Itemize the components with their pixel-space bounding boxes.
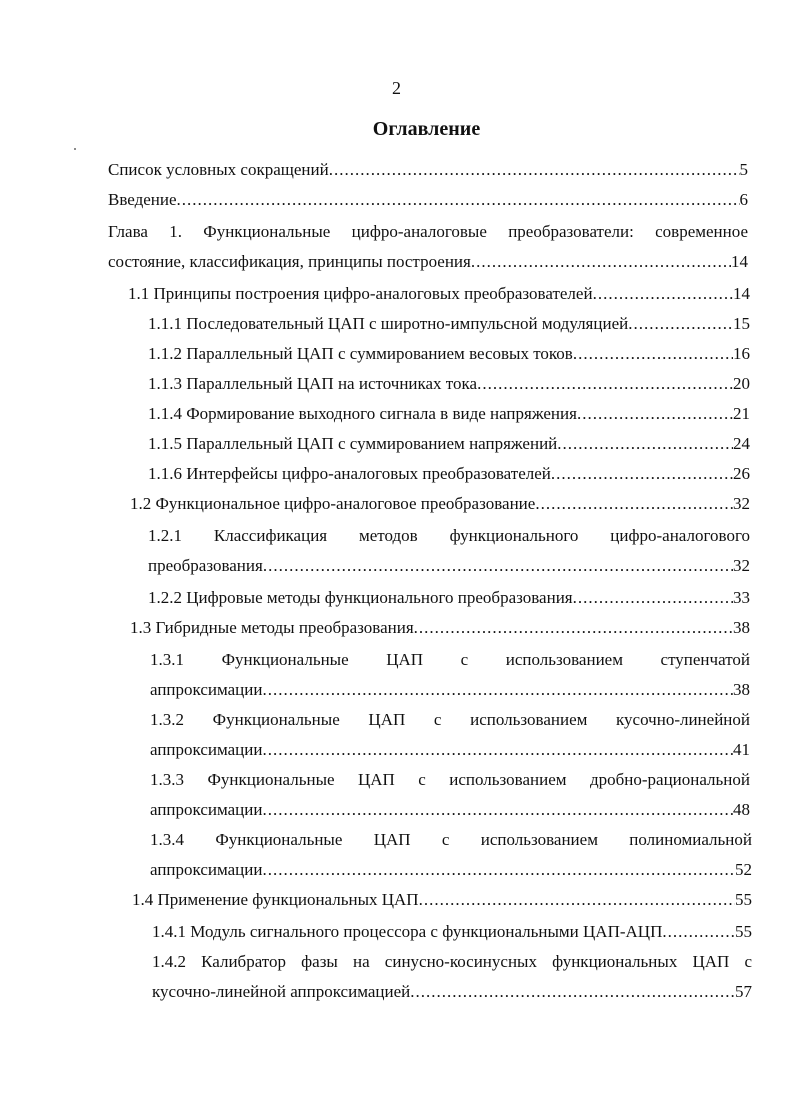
scan-speck [74, 148, 76, 150]
toc-entry-text: аппроксимации [150, 680, 263, 699]
toc-entry [148, 459, 750, 489]
dot-leader [262, 675, 733, 705]
toc-entry [108, 217, 748, 277]
toc-entry-text: 1.4.1 Модуль сигнального процессора с функциональными ЦАП-АЦП [152, 922, 663, 941]
toc-entry-page: 55 [735, 922, 752, 941]
toc-entry-page: 14 [733, 284, 750, 303]
toc-entry [148, 583, 750, 613]
dot-leader [662, 917, 735, 947]
toc-entry-text: 1.3 Гибридные методы преобразования [130, 618, 414, 637]
toc-entry-text: аппроксимации [150, 740, 263, 759]
toc-entry [130, 489, 750, 519]
toc-entry-text: 1.1.2 Параллельный ЦАП с суммированием весовых токов [148, 344, 573, 363]
toc-entry [148, 339, 750, 369]
toc-entry-text: 1.2.1 Классификация методов функционального цифро-аналогового [148, 526, 750, 545]
toc-entry-page: 5 [739, 160, 748, 179]
toc-entry-text: 1.2.2 Цифровые методы функционального преобразования [148, 588, 573, 607]
dot-leader [329, 155, 740, 185]
dot-leader [177, 185, 740, 215]
dot-leader [628, 309, 733, 339]
dot-leader [557, 429, 733, 459]
dot-leader [262, 795, 733, 825]
toc-entry-text: преобразования [148, 556, 263, 575]
dot-leader [410, 977, 735, 1007]
toc-entry-text: 1.1 Принципы построения цифро-аналоговых преобразователей [128, 284, 593, 303]
dot-leader [535, 489, 733, 519]
toc-entry-text: состояние, классификация, принципы построения [108, 252, 471, 271]
toc-entry-text: 1.1.5 Параллельный ЦАП с суммированием напряжений [148, 434, 558, 453]
toc-entry [108, 155, 748, 185]
toc-entry-page: 24 [733, 434, 750, 453]
toc-entry-text: 1.4 Применение функциональных ЦАП [132, 890, 419, 909]
toc-entry-page: 20 [733, 374, 750, 393]
toc-entry [128, 279, 750, 309]
dot-leader [263, 551, 733, 581]
toc-entry-text: Введение [108, 190, 177, 209]
dot-leader [551, 459, 733, 489]
toc-entry-text: 1.3.4 Функциональные ЦАП с использованием полиномиальной [150, 830, 752, 849]
dot-leader [573, 339, 733, 369]
toc-entry-page: 38 [733, 618, 750, 637]
toc-entry-text: 1.1.6 Интерфейсы цифро-аналоговых преобразователей [148, 464, 551, 483]
toc-entry-text: 1.3.1 Функциональные ЦАП с использованием ступенчатой [150, 650, 750, 669]
toc-entry-page: 14 [731, 252, 748, 271]
toc-entry [152, 947, 752, 1007]
toc-entry [130, 613, 750, 643]
toc-entry [148, 521, 750, 581]
toc-entry-text: 1.1.4 Формирование выходного сигнала в виде напряжения [148, 404, 577, 423]
dot-leader [419, 885, 735, 915]
toc-entry-page: 57 [735, 982, 752, 1001]
toc-entry-page: 6 [739, 190, 748, 209]
toc-entry [150, 645, 750, 705]
toc-entry-text: 1.3.3 Функциональные ЦАП с использованием дробно-рациональной [150, 770, 750, 789]
toc-entry-page: 48 [733, 800, 750, 819]
toc-entry-page: 55 [735, 890, 752, 909]
toc-entry-page: 33 [733, 588, 750, 607]
toc-entry [152, 917, 752, 947]
dot-leader [262, 855, 735, 885]
toc-entry [148, 399, 750, 429]
toc-entry [150, 705, 750, 765]
toc-entry-text: 1.4.2 Калибратор фазы на синусно-косинусных функциональных ЦАП с [152, 952, 752, 971]
toc-entry-text: 1.2 Функциональное цифро-аналоговое преобразование [130, 494, 536, 513]
toc-entry [148, 429, 750, 459]
toc-entry-text: кусочно-линейной аппроксимацией [152, 982, 411, 1001]
toc-entry [150, 765, 750, 825]
toc-entry [148, 369, 750, 399]
toc-entry-text: 1.1.3 Параллельный ЦАП на источниках тока [148, 374, 478, 393]
dot-leader [593, 279, 733, 309]
toc-entry-text: аппроксимации [150, 860, 263, 879]
toc-entry-page: 38 [733, 680, 750, 699]
dot-leader [477, 369, 733, 399]
toc-entry-text: 1.3.2 Функциональные ЦАП с использованием кусочно-линейной [150, 710, 750, 729]
dot-leader [414, 613, 733, 643]
toc-entry-page: 15 [733, 314, 750, 333]
dot-leader [577, 399, 733, 429]
dot-leader [262, 735, 733, 765]
toc-entry-page: 21 [733, 404, 750, 423]
toc-entry-page: 26 [733, 464, 750, 483]
toc-entry-page: 16 [733, 344, 750, 363]
toc-entry-text: аппроксимации [150, 800, 263, 819]
toc-entry [132, 885, 752, 915]
toc-entry-page: 41 [733, 740, 750, 759]
toc-title: Оглавление [372, 118, 481, 140]
toc-entry [148, 309, 750, 339]
toc-entry [108, 185, 748, 215]
toc-entry-page: 32 [733, 494, 750, 513]
toc-entry-page: 52 [735, 860, 752, 879]
toc-entry-text: Глава 1. Функциональные цифро-аналоговые преобразователи: современное [108, 222, 748, 241]
page-number: 2 [392, 78, 401, 98]
toc-entry-text: Список условных сокращений [108, 160, 329, 179]
toc-entry-text: 1.1.1 Последовательный ЦАП с широтно-импульсной модуляцией [148, 314, 629, 333]
toc-entry-page: 32 [733, 556, 750, 575]
dot-leader [573, 583, 733, 613]
toc-entry [150, 825, 752, 885]
dot-leader [471, 247, 731, 277]
